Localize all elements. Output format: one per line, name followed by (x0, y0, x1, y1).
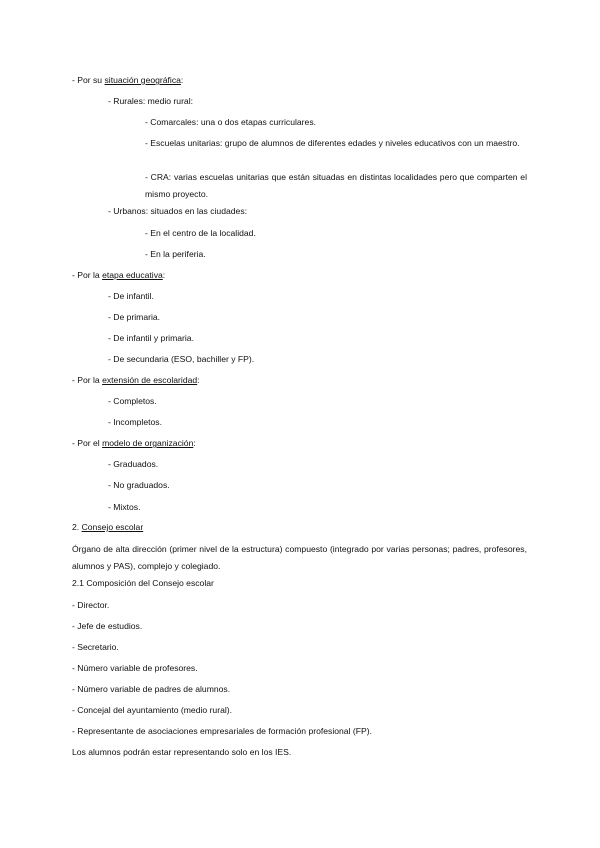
extension-heading (72, 375, 200, 386)
primaria-item: - De primaria. (108, 312, 161, 322)
heading-suffix: : (162, 270, 166, 280)
heading-suffix: : (197, 375, 200, 385)
unitarias-item: - Escuelas unitarias: grupo de alumnos de diferentes edades y niveles educativos con un maestro. (145, 138, 520, 148)
consejo-heading (72, 522, 143, 533)
infantil-item: - De infantil. (108, 291, 154, 301)
modelo-heading (72, 438, 196, 449)
etapa-heading (72, 270, 165, 281)
heading-number: 2. (72, 522, 82, 532)
heading-term: modelo de organización (102, 438, 194, 448)
comarcales-item: - Comarcales: una o dos etapas curriculares. (145, 117, 316, 127)
heading-term: Consejo escolar (81, 522, 144, 532)
heading-suffix: : (193, 438, 196, 448)
completos-item: - Completos. (108, 396, 157, 406)
urbanos-item: - Urbanos: situados en las ciudades: (108, 206, 248, 216)
composicion-heading: 2.1 Composición del Consejo escolar (72, 578, 214, 588)
cra-item: - CRA: varias escuelas unitarias que están situadas en distintas localidades pero que comparten el mismo proyecto. (145, 172, 527, 199)
heading-prefix: - Por la (72, 270, 103, 280)
heading-term: etapa educativa (102, 270, 163, 280)
organo-paragraph: Órgano de alta dirección (primer nivel de la estructura) compuesto (integrado por varias personas; padres, profesores, alumnos y PAS), complejo y colegiado. (72, 544, 527, 571)
heading-suffix: : (180, 75, 184, 85)
jefe-item: - Jefe de estudios. (72, 621, 143, 631)
rurales-item: - Rurales: medio rural: (108, 96, 194, 106)
geo-heading (72, 75, 183, 86)
infantil-primaria-item: - De infantil y primaria. (108, 333, 194, 343)
concejal-item: - Concejal del ayuntamiento (medio rural). (72, 705, 233, 715)
graduados-item: - Graduados. (108, 459, 159, 469)
centro-item: - En el centro de la localidad. (145, 228, 256, 238)
secundaria-item: - De secundaria (ESO, bachiller y FP). (108, 354, 255, 364)
alumnos-note: Los alumnos podrán estar representando solo en los IES. (72, 747, 292, 757)
heading-term: extensión de escolaridad (102, 375, 198, 385)
periferia-item: - En la periferia. (145, 249, 206, 259)
incompletos-item: - Incompletos. (108, 417, 162, 427)
mixtos-item: - Mixtos. (108, 502, 141, 512)
secretario-item: - Secretario. (72, 642, 119, 652)
heading-prefix: - Por el (72, 438, 103, 448)
padres-item: - Número variable de padres de alumnos. (72, 684, 231, 694)
representante-item: - Representante de asociaciones empresariales de formación profesional (FP). (72, 726, 372, 736)
director-item: - Director. (72, 600, 110, 610)
heading-prefix: - Por la (72, 375, 103, 385)
heading-prefix: - Por su (72, 75, 105, 85)
profesores-item: - Número variable de profesores. (72, 663, 198, 673)
heading-term: situación geográfica (104, 75, 181, 85)
no-graduados-item: - No graduados. (108, 480, 170, 490)
